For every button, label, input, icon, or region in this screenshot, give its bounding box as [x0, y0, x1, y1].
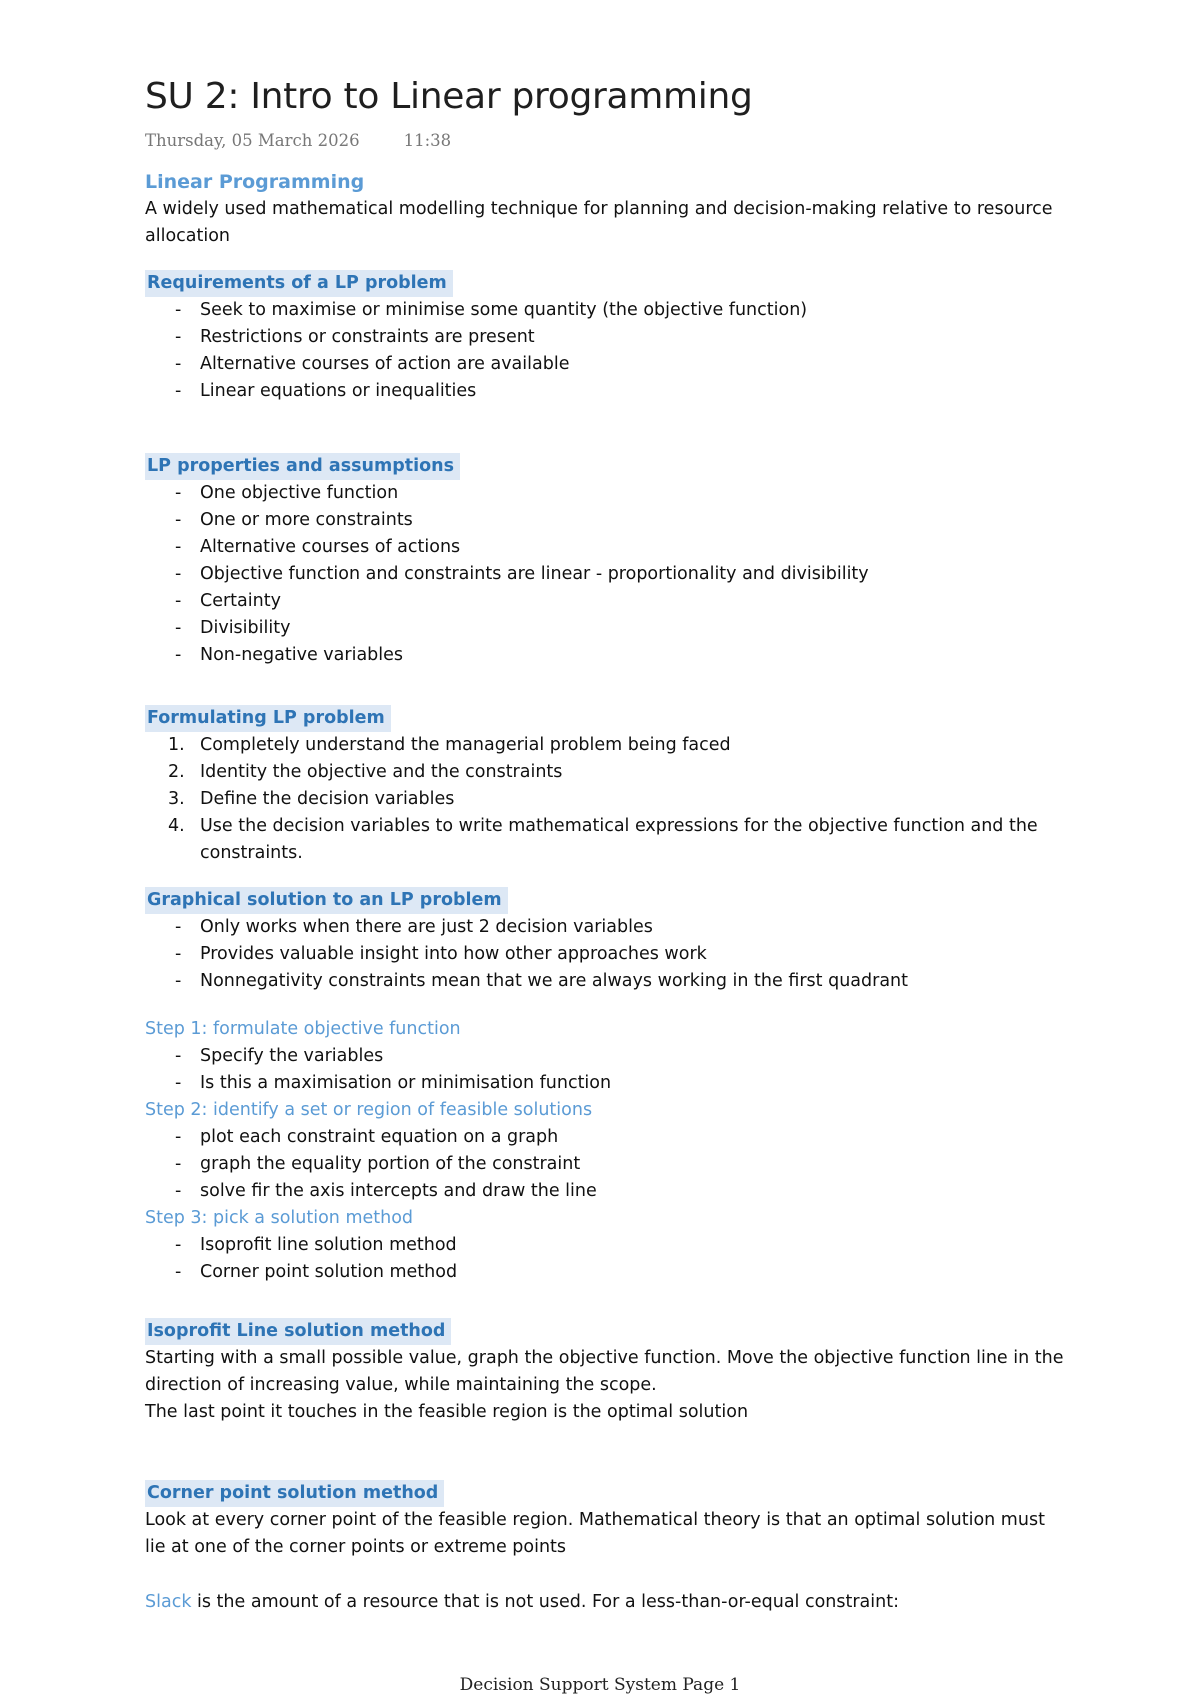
list-item: - One or more constraints: [145, 507, 1065, 534]
step-1-label: Step 1: formulate objective function: [145, 1019, 461, 1039]
list-item: - Provides valuable insight into how other approaches work: [145, 941, 1065, 968]
list-item: - graph the equality portion of the constraint: [145, 1151, 1065, 1178]
slack-term: Slack: [145, 1592, 192, 1612]
step-2-label: Step 2: identify a set or region of feasible solutions: [145, 1100, 593, 1120]
step-2-list: [145, 1124, 1065, 1205]
list-item: - Non-negative variables: [145, 642, 1065, 669]
section-isoprofit: [145, 1318, 1065, 1425]
time-text: 11:38: [403, 131, 452, 150]
section-formulating: [145, 705, 1065, 867]
section-corner-point: [145, 1480, 1065, 1561]
page-title: SU 2: Intro to Linear programming: [145, 76, 753, 117]
definition-text: A widely used mathematical modelling technique for planning and decision-making relative to resource allocation: [145, 199, 1053, 246]
list-item: - Nonnegativity constraints mean that we are always working in the first quadrant: [145, 968, 1065, 995]
list-item: 4. Use the decision variables to write mathematical expressions for the objective function and the constraints.: [168, 816, 1038, 863]
section-properties: [145, 453, 1065, 669]
page-footer: Decision Support System Page 1: [459, 1675, 741, 1695]
section-graphical: [145, 887, 1065, 995]
list-item: 1. Completely understand the managerial problem being faced: [168, 735, 731, 755]
heading-isoprofit: Isoprofit Line solution method: [145, 1318, 451, 1345]
isoprofit-text-1: Starting with a small possible value, graph the objective function. Move the objective function line in the direction of increasing value, while maintaining the scope.: [145, 1348, 1064, 1395]
section-steps: [145, 1016, 1065, 1286]
list-item: - Certainty: [145, 588, 1065, 615]
heading-corner-point: Corner point solution method: [145, 1480, 444, 1507]
corner-point-text: Look at every corner point of the feasible region. Mathematical theory is that an optimal solution must lie at one of the corner points or extreme points: [145, 1510, 1045, 1557]
list-item: - Linear equations or inequalities: [145, 378, 1065, 405]
list-item: - Objective function and constraints are linear - proportionality and divisibility: [145, 561, 1065, 588]
list-item: - Specify the variables: [145, 1043, 1065, 1070]
formulating-list: [145, 732, 1065, 867]
list-item: - Only works when there are just 2 decision variables: [145, 914, 1065, 941]
properties-list: [145, 480, 1065, 669]
heading-properties: LP properties and assumptions: [145, 453, 460, 480]
list-item: - One objective function: [145, 480, 1065, 507]
isoprofit-text-2: The last point it touches in the feasible region is the optimal solution: [145, 1401, 749, 1422]
heading-requirements: Requirements of a LP problem: [145, 270, 453, 297]
section-slack: [145, 1589, 1065, 1616]
list-item: - Isoprofit line solution method: [145, 1232, 1065, 1259]
heading-linear-programming: Linear Programming: [145, 171, 365, 193]
list-item: - solve fir the axis intercepts and draw the line: [145, 1178, 1065, 1205]
list-item: 2. Identity the objective and the constraints: [168, 762, 563, 782]
list-item: - Divisibility: [145, 615, 1065, 642]
heading-graphical: Graphical solution to an LP problem: [145, 887, 508, 914]
list-item: - plot each constraint equation on a graph: [145, 1124, 1065, 1151]
section-requirements: [145, 270, 1065, 405]
step-3-label: Step 3: pick a solution method: [145, 1208, 414, 1228]
list-item: - Seek to maximise or minimise some quantity (the objective function): [145, 297, 1065, 324]
list-item: - Alternative courses of action are available: [145, 351, 1065, 378]
list-item: - Restrictions or constraints are present: [145, 324, 1065, 351]
list-item: - Alternative courses of actions: [145, 534, 1065, 561]
step-1-list: [145, 1043, 1065, 1097]
requirements-list: [145, 297, 1065, 405]
date-text: Thursday, 05 March 2026: [145, 131, 360, 150]
heading-formulating: Formulating LP problem: [145, 705, 391, 732]
step-3-list: [145, 1232, 1065, 1286]
slack-text: Slack is the amount of a resource that is not used. For a less-than-or-equal constraint:: [145, 1592, 899, 1612]
timestamp: [145, 131, 451, 150]
list-item: - Corner point solution method: [145, 1259, 1065, 1286]
list-item: 3. Define the decision variables: [168, 789, 455, 809]
graphical-list: [145, 914, 1065, 995]
section-linear-programming: [145, 169, 1065, 250]
list-item: - Is this a maximisation or minimisation function: [145, 1070, 1065, 1097]
